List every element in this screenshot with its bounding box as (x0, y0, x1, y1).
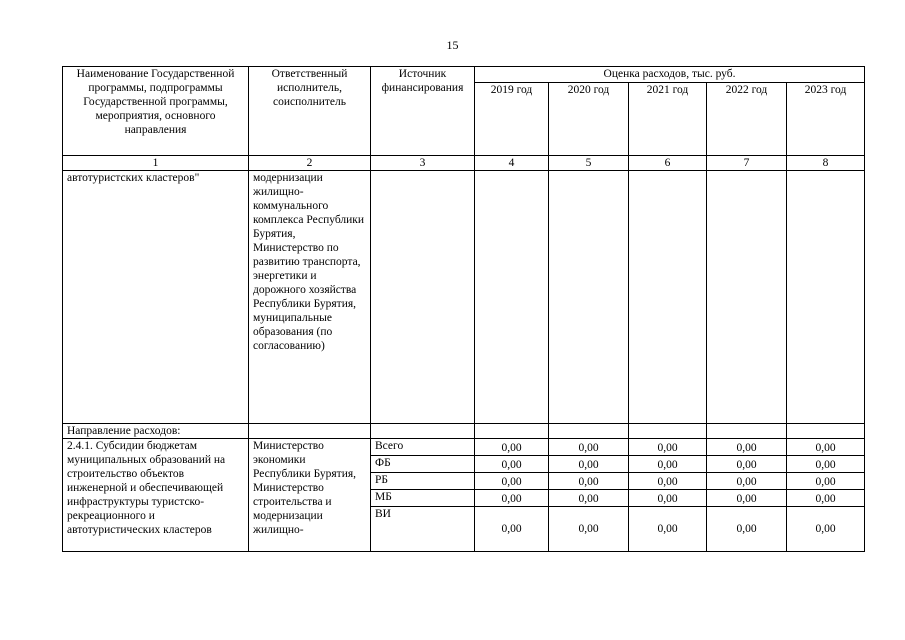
table-cell (371, 424, 475, 439)
table-cell (371, 171, 475, 424)
value-cell: 0,00 (787, 456, 865, 473)
column-number: 5 (549, 156, 629, 171)
header-source: Источник финансирования (371, 67, 475, 156)
column-number: 6 (629, 156, 707, 171)
value-cell: 0,00 (629, 490, 707, 507)
table-cell (707, 171, 787, 424)
header-year-2020: 2020 год (549, 83, 629, 156)
column-number: 8 (787, 156, 865, 171)
page-number: 15 (446, 38, 459, 52)
table-cell (707, 424, 787, 439)
column-number: 7 (707, 156, 787, 171)
table-cell (629, 171, 707, 424)
direction-row (63, 424, 865, 439)
item-241-name: 2.4.1. Субсидии бюджетам муниципальных образований на строительство объектов инженерной и обеспечивающей инфраструктуры туристско-рекреационного и автотуристических кластеров (63, 439, 249, 552)
expense-table (62, 66, 865, 552)
value-cell: 0,00 (629, 456, 707, 473)
value-cell: 0,00 (787, 507, 865, 552)
value-cell: 0,00 (475, 490, 549, 507)
table-cell (475, 424, 549, 439)
column-number: 2 (249, 156, 371, 171)
value-cell: 0,00 (549, 473, 629, 490)
source-label: ФБ (371, 456, 475, 473)
continuation-row (63, 171, 865, 424)
header-year-2019: 2019 год (475, 83, 549, 156)
source-label: Всего (371, 439, 475, 456)
value-cell: 0,00 (475, 507, 549, 552)
value-cell: 0,00 (707, 490, 787, 507)
item-241-executor: Министерство экономики Республики Бурятия, Министерство строительства и модернизации жилищно- (249, 439, 371, 552)
value-cell: 0,00 (787, 439, 865, 456)
column-number: 4 (475, 156, 549, 171)
header-row-1 (63, 67, 865, 83)
header-year-2023: 2023 год (787, 83, 865, 156)
header-cost-estimate: Оценка расходов, тыс. руб. (475, 67, 865, 83)
value-cell: 0,00 (549, 439, 629, 456)
value-cell: 0,00 (549, 490, 629, 507)
table-cell (549, 424, 629, 439)
value-cell: 0,00 (549, 456, 629, 473)
value-cell: 0,00 (475, 456, 549, 473)
source-label: МБ (371, 490, 475, 507)
value-cell: 0,00 (707, 507, 787, 552)
header-name: Наименование Государственной программы, подпрограммы Государственной программы, мероприятия, основного направления (63, 67, 249, 156)
column-number-row (63, 156, 865, 171)
value-cell: 0,00 (475, 439, 549, 456)
value-cell: 0,00 (787, 490, 865, 507)
value-cell: 0,00 (549, 507, 629, 552)
column-number: 3 (371, 156, 475, 171)
item-row-total (63, 439, 865, 456)
value-cell: 0,00 (629, 439, 707, 456)
value-cell: 0,00 (707, 439, 787, 456)
table-cell (249, 424, 371, 439)
value-cell: 0,00 (707, 473, 787, 490)
table-cell (475, 171, 549, 424)
source-label: ВИ (371, 507, 475, 552)
table-cell (787, 424, 865, 439)
value-cell: 0,00 (707, 456, 787, 473)
table-cell (549, 171, 629, 424)
continuation-name: автотуристских кластеров" (63, 171, 249, 424)
continuation-executor: модернизации жилищно-коммунального комплекса Республики Бурятия, Министерство по развитию транспорта, энергетики и дорожного хозяйства Республики Бурятия, муниципальные образования (по согласованию) (249, 171, 371, 424)
column-number: 1 (63, 156, 249, 171)
header-year-2021: 2021 год (629, 83, 707, 156)
header-year-2022: 2022 год (707, 83, 787, 156)
table-cell (629, 424, 707, 439)
direction-label: Направление расходов: (63, 424, 249, 439)
value-cell: 0,00 (629, 473, 707, 490)
value-cell: 0,00 (475, 473, 549, 490)
source-label: РБ (371, 473, 475, 490)
value-cell: 0,00 (787, 473, 865, 490)
header-executor: Ответственный исполнитель, соисполнитель (249, 67, 371, 156)
value-cell: 0,00 (629, 507, 707, 552)
table-cell (787, 171, 865, 424)
